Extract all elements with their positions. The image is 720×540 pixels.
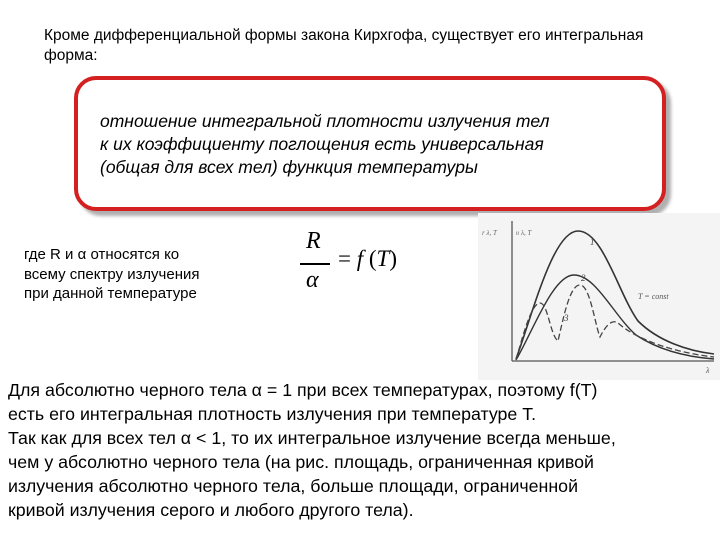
y-label-1: r λ, T <box>482 229 497 237</box>
bottom-line-2: есть его интегральная плотность излучения при температуре Т. <box>8 404 537 424</box>
side-note-line-2: всему спектру излучения <box>24 265 200 283</box>
const-label: T = const <box>638 292 669 301</box>
formula-var: T <box>376 246 390 271</box>
curve-label-2: 2 <box>581 273 586 283</box>
definition-line-1: отношение интегральной плотности излучения тел <box>100 111 550 131</box>
x-label: λ <box>706 366 710 375</box>
bottom-line-1: Для абсолютно черного тела α = 1 при всех температурах, поэтому f(T) <box>8 380 598 400</box>
bottom-paragraph <box>8 378 714 522</box>
formula-rhs <box>338 246 397 272</box>
definition-line-2: к их коэффициенту поглощения есть универсальная <box>100 134 544 154</box>
curve-label-1: 1 <box>590 237 595 247</box>
formula-denominator: α <box>306 267 319 293</box>
definition-line-3: (общая для всех тел) функция температуры <box>100 157 478 177</box>
formula-close-paren: ) <box>389 246 398 271</box>
definition-box <box>74 76 666 211</box>
emission-graph <box>478 213 720 380</box>
intro-paragraph: Кроме дифференциальной формы закона Кирхгофа, существует его интегральная форма: <box>44 27 644 64</box>
curve-label-3: 3 <box>564 313 569 323</box>
fraction-bar <box>300 263 330 265</box>
formula-equals: = <box>338 246 351 271</box>
bottom-line-5: излучения абсолютно черного тела, больше площади, ограниченной <box>8 476 578 496</box>
formula-numerator: R <box>306 228 321 254</box>
definition-text <box>100 110 640 179</box>
y-label-2: υ λ, T <box>516 229 532 237</box>
kirchhoff-formula <box>290 226 430 306</box>
side-note-line-3: при данной температуре <box>24 285 197 302</box>
formula-open-paren: ( <box>368 246 377 271</box>
side-note <box>24 245 254 304</box>
bottom-line-3: Так как для всех тел α < 1, то их интегральное излучение всегда меньше, <box>8 428 616 448</box>
bottom-line-6: кривой излучения серого и любого другого тела). <box>8 500 414 520</box>
formula-func: f <box>356 246 364 271</box>
bottom-line-4: чем у абсолютно черного тела (на рис. площадь, ограниченная кривой <box>8 452 594 472</box>
side-note-line-1: где R и α относятся ко <box>24 246 180 263</box>
